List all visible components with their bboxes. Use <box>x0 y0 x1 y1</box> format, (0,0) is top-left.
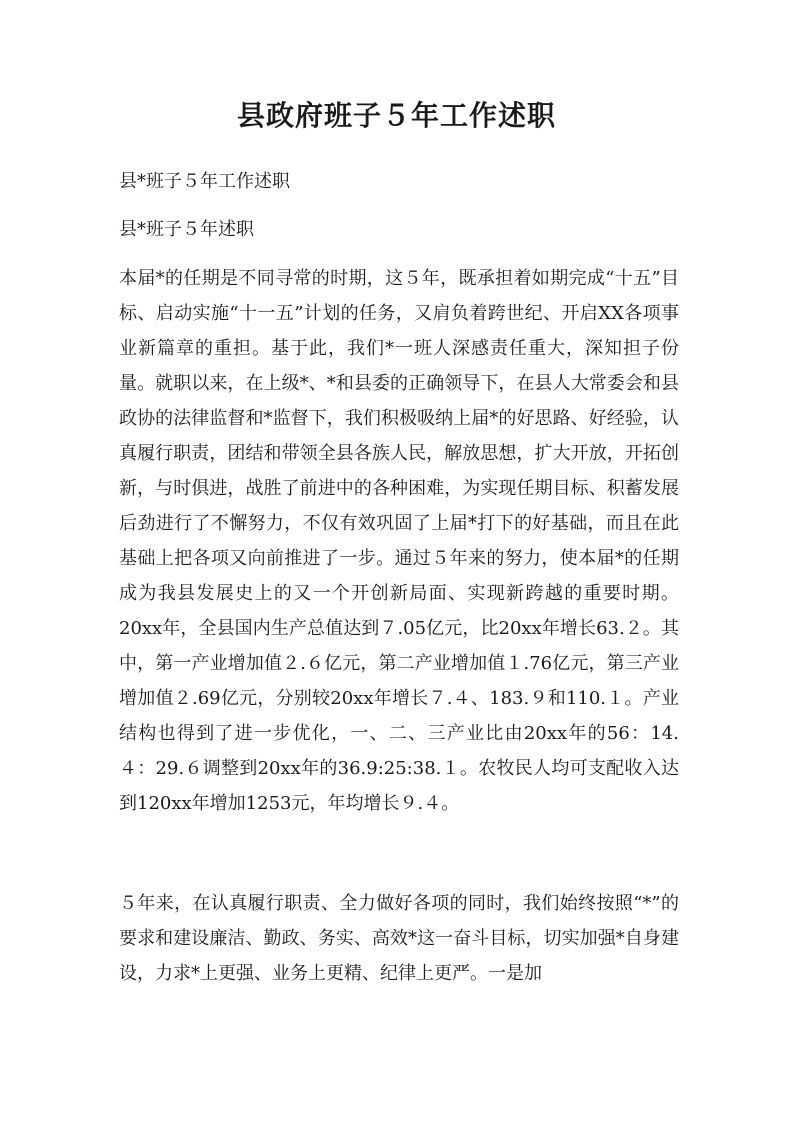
body-paragraph: ５年来，在认真履行职责、全力做好各项的同时，我们始终按照“*”的要求和建设廉洁、勤政、务实、高效*这一奋斗目标，切实加强*自身建设，力求*上更强、业务上更精、纪律上更严。一是加 <box>119 893 679 984</box>
document-title: 县政府班子５年工作述职 <box>236 99 556 132</box>
body-paragraph: 本届*的任期是不同寻常的时期，这５年，既承担着如期完成“十五”目标、启动实施“十一五”计划的任务，又肩负着跨世纪、开启XX各项事业新篇章的重担。基于此，我们*一班人深感责任重大，深知担子份量。就职以来，在上级*、*和县委的正确领导下，在县人大常委会和县政协的法律监督和*监督下，我们积极吸纳上届*的好思路、好经验，认真履行职责，团结和带领全县各族人民，解放思想，扩大开放，开拓创新，与时俱进，战胜了前进中的各种困难，为实现任期目标、积蓄发展后劲进行了不懈努力，不仅有效巩固了上届*打下的好基础，而且在此基础上把各项又向前推进了一步。通过５年来的努力，使本届*的任期成为我县发展史上的又一个开创新局面、实现新跨越的重要时期。20xx年，全县国内生产总值达到７.05亿元，比20xx年增长63.２。其中，第一产业增加值２.６亿元，第二产业增加值１.76亿元，第三产业增加值２.69亿元，分别较20xx年增长７.４、183.９和110.１。产业结构也得到了进一步优化，一、二、三产业比由20xx年的56：14.４：29.６调整到20xx年的36.9:25:38.１。农牧民人均可支配收入达到120xx年增加1253元，年均增长９.４。 <box>119 268 679 814</box>
subtitle-line-2: 县*班子５年述职 <box>119 219 254 240</box>
subtitle-line-1: 县*班子５年工作述职 <box>119 171 290 192</box>
